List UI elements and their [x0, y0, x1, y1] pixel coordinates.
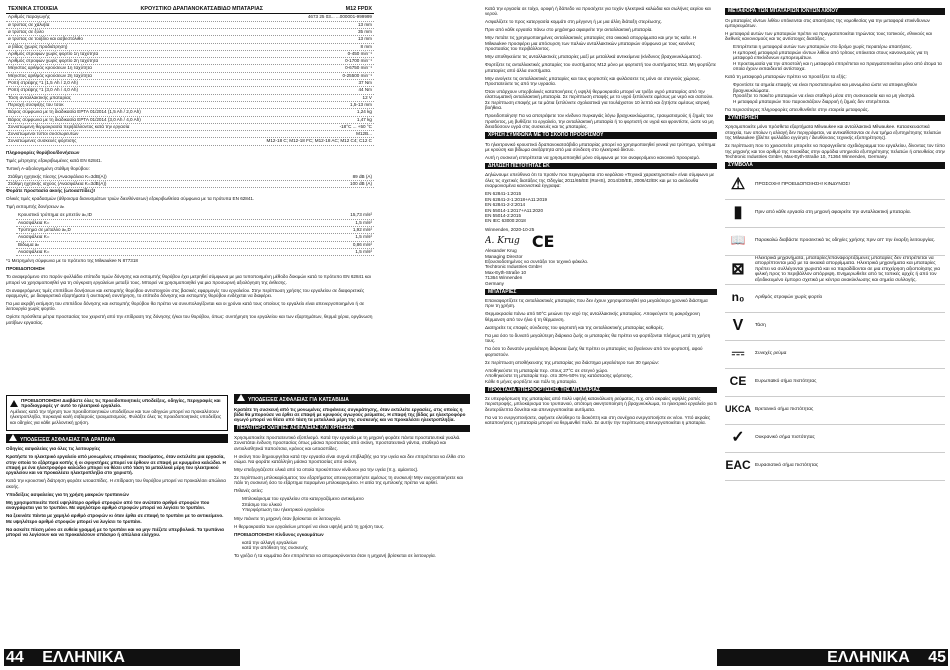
noise-title: Πληροφορίες θορύβου/δονήσεων — [6, 149, 80, 155]
vibration-row-value: 1,92 m/s² — [352, 226, 372, 232]
spec-row-label: Μέγιστος αριθμός κρούσεων 1η ταχύτητα — [8, 65, 92, 71]
symbol-description: Τάση — [755, 323, 766, 329]
standard-item: EN 62841-2-1:2018+A11:2019 — [485, 196, 548, 202]
symbol-description: Πριν από κάθε εργασία στη μηχανή αφαιρείτε την ανταλλακτική μπαταρία. — [755, 210, 911, 216]
symbol-description: ΠΡΟΣΟΧΗ! ΠΡΟΕΙΔΟΠΟΙΗΣΗ! ΚΙΝΔΥΝΟΣ! — [755, 182, 850, 188]
battery-header — [485, 289, 717, 296]
mid-paragraph: Ασφαλίζετε το προς κατεργασία κομμάτι στη μέγγενη ή με μια άλλη διάταξη στερέωσης. — [485, 19, 663, 25]
transport-paragraph: Η μεταφορά αυτών των μπαταριών πρέπει να πραγματοποιείται τηρώντας τους τοπικούς, εθνικούς και διεθνείς κανονισμούς και τις αντίστοιχες διατάξεις. — [725, 30, 932, 42]
other-paragraph: Χρησιμοποιείτε προστατευτικό εξοπλισμό. Κατά την εργασία με τη μηχανή φοράτε πάντα προστατευτικά γυαλιά. Συνιστάται ένδυση προστασίας όπως μάσκα προστασίας από σκόνη, προστατευτικά γάντια, σταθερά και αντιολισθητικά παπούτσια, κράνος και ωτοασπίδες. — [234, 434, 461, 451]
drill-subtitle: Οδηγίες ασφαλείας για όλες τις λειτουργίες — [6, 446, 101, 452]
spec-row-value: 13 mm — [357, 36, 372, 42]
noise-intro2: Τυπική Α-αξιολογημένη στάθμη θορύβου: — [6, 165, 90, 171]
ce-mark-icon: CE — [531, 231, 555, 251]
noise-row — [6, 181, 374, 188]
specs-subtitle: ΚΡΟΥΣΤΙΚΟ ΔΡΑΠΑΝΟΚΑΤΣΑΒΙΔΟ ΜΠΑΤΑΡΙΑΣ — [140, 6, 264, 12]
spec-row — [6, 138, 374, 145]
company-line: 71364 Winnenden — [485, 275, 523, 281]
symbol-row — [725, 341, 945, 369]
warning-triangle-icon: ⚠ — [730, 176, 746, 194]
read-manual-icon: 📖 — [730, 233, 746, 248]
battery-paragraph: Για μια όσο το δυνατό μεγαλύτερη διάρκεια ζωής οι μπαταρίες θα πρέπει να φορτίζονται πλήρως μετά τη χρήση τους. — [485, 332, 711, 344]
spec-row-value: 0-6750 min⁻¹ — [345, 65, 372, 71]
vibration-table — [6, 212, 374, 256]
symbol-description: Ηλεκτρικά μηχανήματα, μπαταρίες/επαναφορτιζόμενες μπαταρίες δεν επιτρέπεται να απορρίπτονται μαζί με τα οικιακά απορρίμματα. Ηλεκτρικά μηχανήματα και μπαταρίες πρέπει να συλλέγονται χωριστά και να παραδίδονται σε μια επιχείρηση αξιοποίησης για φιλική προς το περιβάλλον απόρριψη. Ενημερωθείτε από τις τοπικές αρχές ή από τον εξειδικευμένο έμπορο σχετικά με κέντρα ανακύκλωσης και σημεία συλλογής. — [755, 255, 941, 283]
spec-row — [6, 36, 374, 43]
spec-row-value: 0-25500 min⁻¹ — [342, 72, 372, 78]
battery-paragraph: Αποθηκεύστε τη μπαταρία περ. στο 30%-50% της κατάστασης φόρτισης. — [485, 373, 633, 379]
list-item: • Η εμπορική μεταφορά μπαταριών ιόντων λιθίου από τρίτους υπόκειται στους κανονισμούς για τη μεταφορά επικίνδυνων εμπορευμάτων. — [733, 50, 945, 61]
battery-paragraph: Σε περίπτωση αποθήκευσης της μπαταρίας για διάστημα μεγαλύτερο των 30 ημερών: — [485, 359, 660, 365]
standard-item: EN 55014-1:2017+A11:2020 — [485, 207, 544, 213]
spec-row-value: 1,24 kg — [356, 109, 372, 115]
spec-row-value: 12 V — [362, 94, 372, 100]
transport-paragraph: Οι μπαταρίες ιόντων λιθίου υπόκεινται στις απαιτήσεις της νομοθεσίας για την μεταφορά επικίνδυνων εμπορευμάτων. — [725, 17, 930, 28]
screwdriver-safety-title: ΥΠΟΔΕΙΞΕΙΣ ΑΣΦΑΛΕΙΑΣ ΓΙΑ ΚΑΤΣΑΒΙΔΙΑ — [248, 397, 349, 403]
battery-paragraph: Θερμοκρασία πάνω από 50°C μειώνει την ισχύ της ανταλλακτικής μπαταρίας. Αποφεύγετε τη μακρόχρονη θέρμανση από τον ήλιο ή τη θέρμανση. — [485, 311, 700, 322]
vibration-intro2: Τιμή εκπομπής δονήσεων aₕ — [6, 204, 65, 210]
spec-row-value: 0-450 min⁻¹ — [347, 50, 372, 56]
screwdriver-safety-header — [234, 394, 470, 404]
footer-left — [4, 649, 240, 666]
warning-title: ΠΡΟΕΙΔΟΠΟΙΗΣΗ — [6, 266, 45, 272]
vibration-row-label: Τρύπημα σε μέταλλο aₕ,D — [18, 226, 71, 232]
other-paragraph: Η θερμοκρασία των εργαλείων μπορεί να είναι υψηλή μετά τη χρήση τους. — [234, 523, 385, 529]
symbol-row — [725, 228, 945, 256]
vibration-row-label: Βίδωμα aₕ — [18, 241, 40, 247]
vibration-row-label: Κρουστικό τρύπημα σε μπετόν aₕ,ID — [18, 212, 92, 218]
symbol-description: Αριθμός στροφών χωρίς φορτίο — [755, 295, 823, 301]
symbol-row — [725, 397, 945, 425]
list-item: • Σπάσιμο του υλικού — [242, 502, 470, 507]
list-item: • Υπερφόρτωση του ηλεκτρικού εργαλείου — [242, 507, 470, 512]
spec-row-label: Αριθμός παραγωγής — [8, 14, 50, 20]
spec-row — [6, 22, 374, 29]
language-label: ΕΛΛΗΝΙΚΑ — [42, 649, 125, 666]
mid-paragraph: Προειδοποίηση! Για να αποτρέψετε τον κίνδυνο πυρκαγιάς λόγω βραχυκυκλώματος, τραυματισμούς ή ζημιές του προϊόντος, μη βυθίζετε το εργαλείο, την ανταλλακτική μπαταρία ή το φορτιστή σε υγρά και φροντίστε, ώστε να μη διεισδύσουν υγρά στις συσκευές και τις μπαταρίες. — [485, 113, 714, 130]
spec-row-label: Μέγιστος αριθμός κρούσεων 2η ταχύτητα — [8, 72, 92, 78]
standard-item: EN 55014-2:2015 — [485, 212, 522, 218]
list-item: • Η προετοιμασία για την αποστολή και η μεταφορά επιτρέπεται να πραγματοποιείται μόνο από άτομα τα οποία έχουν εκπαιδευτεί αντίστοιχα. — [733, 61, 945, 72]
symbols-list — [725, 172, 945, 481]
vibration-intro: Ολικές τιμές κραδασμών (άθροισμα διανυσμάτων τριών διευθύνσεων) εξακριβωθείσα σύμφωνα με τα πρότυπα EN 62841. — [6, 196, 255, 202]
rpm-icon: n₀ — [731, 290, 745, 305]
drill-paragraph: Μη χρησιμοποιείτε ποτέ υψηλότερο αριθμό στροφών από τον ανώτατο αριθμό στροφών που αναγράφεται για το τρυπάνι. Με υψηλότερο αριθμό στροφών μπορεί να λυγίσει το τρυπάνι. — [6, 499, 210, 511]
standard-item: EN 62841-1:2015 — [485, 191, 522, 197]
list-item: • Η μεταφορά μπαταριών που παρουσιάζουν διαρροή ή ζημιές δεν επιτρέπεται. — [733, 99, 945, 104]
vibration-row — [16, 220, 374, 227]
vibration-row-label: Ανασφάλεια K= — [18, 234, 50, 240]
spec-row — [6, 109, 374, 116]
specs-model: M12 FPDX — [345, 6, 372, 12]
spec-row-label: Ροπή στρέψης *1 (3,0 Ah / 4,0 Ah) — [8, 87, 79, 93]
symbol-description: Ευρωπαϊκό σήμα πιστότητας — [755, 379, 817, 385]
vibration-row-value: 1,5 m/s² — [355, 219, 372, 225]
spec-row-label: Συνιστώμενοι τύποι συσσωρευτών — [8, 131, 79, 137]
symbol-row — [725, 453, 945, 481]
noise-intro: Τιμές μέτρησης εξακριβωμένες κατά EN 62841. — [6, 157, 103, 163]
symbols-header — [725, 162, 945, 169]
specs-table — [6, 14, 374, 145]
mid-paragraph: Κατά την εργασία σε τοίχο, οροφή ή δάπεδο να προσέχετε για τυχόν ηλεκτρικά καλώδια και σωλήνες αερίου και νερού. — [485, 6, 711, 17]
spec-row — [6, 65, 374, 72]
symbol-row — [725, 313, 945, 341]
spec-row-label: ø τρύπας σε ξύλο — [8, 29, 44, 34]
transport-paragraph: Για περισσότερες πληροφορίες απευθυνθείτε στην εταιρεία μεταφοράς. — [725, 106, 869, 112]
eac-mark-icon: EAC — [725, 458, 751, 473]
general-warning-title: ΠΡΟΕΙΔΟΠΟΙΗΣΗ! Διαβάστε όλες τις προειδοποιητικές υποδείξεις, οδηγίες, περιγραφές και προδιαγραφές γι' αυτό το ηλεκτρικό εργαλείο. — [21, 398, 221, 409]
spec-row-value: 0-1700 min⁻¹ — [345, 58, 372, 64]
company-line: Techtronic Industries GmbH — [485, 264, 542, 270]
list-item: • κατά την αλλαγή εργαλείων — [242, 540, 470, 545]
symbol-row — [725, 369, 945, 397]
footer-right — [717, 649, 948, 666]
battery-paragraph: Επαναφορτίζετε τις ανταλλακτικές μπαταρίες που δεν έχουν χρησιμοποιηθεί για μεγαλύτερο χρονικό διάστημα πριν τη χρήση. — [485, 298, 708, 309]
maintenance-header — [725, 115, 945, 122]
transport-list — [725, 44, 945, 71]
spec-row-label: ø τρύπας σε χάλυβα — [8, 21, 50, 27]
symbol-row — [725, 425, 945, 453]
vibration-row-value: 0,86 m/s² — [352, 241, 372, 247]
spec-row-value: 37 Nm — [358, 80, 372, 86]
other-paragraph: Πιθανές αιτίες: — [234, 488, 264, 494]
disposal-bin-icon: ⊠ — [731, 260, 745, 278]
other-paragraph: Μην πιάνετε τη μηχανή όταν βρίσκεται σε λειτουργία. — [234, 515, 342, 521]
transport-list — [725, 82, 945, 104]
burn-list — [234, 540, 470, 551]
spec-row-value: 8 mm — [360, 43, 372, 49]
spec-row-label: Τάση ανταλλακτικής μπαταρίας — [8, 94, 71, 100]
overload-paragraph: Για να το ενεργοποιήσετε, αφήνετε ελεύθερο το διακόπτη και στη συνέχεια ενεργοποιήστε εκ νέου. Υπό ακραίες καταπονήσεις η μπαταρία μπορεί να θερμανθεί πολύ. Σε αυτήν την περίπτωση απενεργοποιείται η μπαταρία. — [485, 414, 711, 426]
vibration-row-value: 1,5 m/s² — [355, 234, 372, 240]
transport-header — [725, 8, 945, 15]
warning-triangle-icon — [9, 434, 17, 441]
warning-paragraph: Οι αναφερόμενες τιμές επιπέδων δονήσεων και εκπομπής θορύβου αντιστοιχούν στις βασικές εφαρμογές του εργαλείου. Στην περίπτωση χρήσης του εργαλείου σε διαφορετικές εφαρμογές, με διαφορετικά εξαρτήματα ή ανεπαρκή συντήρηση, το επίπεδο δόνησης και εκπομπής θορύβου ενδέχεται να διαφέρει. — [6, 287, 365, 298]
other-paragraph: Η σκόνη που δημιουργείται κατά την εργασία είναι συχνά επιβλαβής για την υγεία και δεν επιτρέπεται να έλθει στο σώμα. Να φοράτε κατάλληλη μάσκα προστασίας από σκόνη. — [234, 453, 465, 465]
symbol-description: Συνεχές ρεύμα — [755, 351, 787, 357]
spec-row-label: Συνιστώμενες συσκευές φόρτισης — [8, 138, 77, 144]
standard-item: EN 62841-2-2:2014 — [485, 202, 526, 208]
spec-row-label: Αριθμός στροφών χωρίς φορτίο 1η ταχύτητα — [8, 50, 99, 56]
language-label: ΕΛΛΗΝΙΚΑ — [827, 649, 910, 666]
right-page — [475, 0, 950, 670]
ukrainian-mark-icon: ✓ — [731, 429, 745, 447]
general-warning-box — [6, 395, 228, 431]
mid-paragraph: Μην πετάτε τις χρησιμοποιημένες ανταλλακτικές μπαταρίες στα οικιακά απορρίμματα και μην τις καίτε. Η Milwaukee προσφέρει μια απόσυρση των παλιών ανταλλακτικών μπαταριών σύμφωνα με τους κανόνες προστασίας του περιβάλλοντος. — [485, 35, 697, 52]
warning-triangle-icon — [10, 400, 18, 407]
drill-paragraph: Να ασκείτε πίεση μόνο σε ευθεία γραμμή με το τρυπάνι και να μην πιέζετε υπερβολικά. Τα τρυπάνια μπορεί να λυγίσουν και να προκαλέσουν σπάσιμο ή απώλεια ελέγχου. — [6, 526, 224, 537]
intended-use-header — [485, 132, 717, 139]
standard-item: EN IEC 63000:2018 — [485, 218, 526, 224]
battery-paragraph: Για όσο το δυνατόν μεγαλύτερη διάρκεια ζωής θα πρέπει οι μπαταρίες να βγαίνουν από τον φορτιστή, αφού φορτιστούν. — [485, 346, 703, 357]
list-item: • Επιτρέπεται η μεταφορά αυτών των μπαταριών στο δρόμο χωρίς περαιτέρω απαιτήσεις. — [733, 44, 945, 49]
vibration-row — [16, 227, 374, 234]
warning-paragraph: Για μια ακριβή εκτίμηση του επιπέδου δόνησης και εκπομπής θορύβου θα πρέπει να συνυπολογίζονται και οι χρόνοι κατά τους οποίους το εργαλείο είναι απενεργοποιημένο ή σε λειτουργία χωρίς φορτίο. — [6, 300, 365, 312]
overload-paragraph: Σε υπερφόρτωση της μπαταρίας από πολύ υψηλή κατανάλωση ρεύματος, π.χ. από ακραίες υψηλές ροπές περιστροφής, μπλοκάρισμα του τρυπανιού, απότομη ακινητοποίηση ή βραχυκύκλωμα, το ηλεκτρικό εργαλείο για 5 δευτερόλεπτα δονείται και απενεργοποιείται αυτόματα. — [485, 396, 717, 412]
maintenance-paragraph: Σε περίπτωση που το χρειαστείτε μπορείτε να παραγγείλετε σχεδιάγραμμα του εργαλείου, δίνοντας τον τύπο της μηχανής και τον αριθμό της πινακίδας στην αρμόδια υπηρεσία εξυπηρέτησης πελατών ή απευθείας στην Techtronic Industries GmbH, Max-Eyth-Straße 10, 71364 Winnenden, Germany. — [725, 143, 945, 160]
warning-triangle-icon — [237, 394, 245, 401]
other-paragraph: Τα γρέζια ή τα κομμάτια δεν επιτρέπεται να απομακρύνονται όταν η μηχανή βρίσκεται σε λειτουργία. — [234, 553, 436, 559]
noise-table — [6, 174, 374, 189]
company-line: Germany — [485, 280, 504, 286]
ear-protection-note: Φοράτε προστασία ακοής (ωτοασπίδες)! — [6, 188, 96, 194]
spec-row-label: Αριθμός στροφών χωρίς φορτίο 2η ταχύτητα — [8, 58, 99, 64]
noise-row-label: Στάθμη ηχητικής πίεσης (Ανασφάλεια K=3dB(A)) — [8, 173, 107, 179]
battery-paragraph: Αποθηκεύστε τη μπαταρία περ. στους 27°C σε στεγνό χώρο. — [485, 367, 609, 373]
vibration-row — [16, 249, 374, 256]
symbol-row — [725, 256, 945, 285]
intended-use-paragraph: Αυτή η συσκευή επιτρέπεται να χρησιμοποιηθεί μόνο σύμφωνα με τον αναφερόμενο κανονικό προορισμό. — [485, 154, 701, 160]
vibration-row — [16, 234, 374, 241]
spec-row-value: 1,5-13 mm — [350, 101, 372, 107]
specs-title: ΤΕΧΝΙΚΑ ΣΤΟΙΧΕΙΑ — [8, 6, 58, 12]
spec-row-label: ø τρύπας σε τούβλο και ασβεστόλιθο — [8, 36, 83, 42]
list-item: • Φροντίστε τα σημεία επαφής να είναι προστατευμένα και μονωμένα ώστε να αποφευχθούν βραχυκυκλώματα. — [733, 82, 945, 93]
warning-paragraph: Ορίστε πρόσθετα μέτρα προστασίας του χειριστή από την επίδραση της δόνησης ή/και του θορύβου, όπως: συντήρηση του εργαλείου και των εξαρτημάτων, θερμά χέρια, οργάνωση μοτίβων εργασίας. — [6, 314, 373, 325]
maintenance-title: ΣΥΝΤΗΡΗΣΗ — [728, 114, 759, 121]
causes-list — [234, 496, 470, 512]
declaration-header — [485, 163, 717, 170]
list-item: • Προσέξτε το πακέτο μπαταριών να είναι σταθερό μέσα στη συσκευασία και να μη γλιστρά. — [733, 93, 945, 98]
drill-paragraph: Κρατήστε το ηλεκτρικό εργαλείο από μονωμένες επιφάνειες πιασίματος, όταν εκτελείτε μια εργασία, στην οποία το εξάρτημα κοπής ή οι σφιγκτήρες μπορεί να έρθουν σε επαφή με κρυμμένα καλώδια. Η επαφή με ένα ηλεκτροφόρο καλώδιο μπορεί να θέσει υπό τάση τα μεταλλικά μέρη του ηλεκτρικού εργαλείου και να προκαλέσει ηλεκτροπληξία στο χειριστή. — [6, 454, 226, 476]
spec-row — [6, 95, 374, 102]
noise-row — [6, 174, 374, 181]
noise-row-value: 89 dB (A) — [352, 173, 372, 179]
standards-list — [485, 191, 717, 223]
overload-header — [485, 387, 717, 394]
overload-title: ΠΡΟΣΤΑΣΙΑ ΥΠΕΡΦΟΡΤΩΣΗΣ ΤΗΣ ΜΠΑΤΑΡΙΑΣ — [488, 386, 601, 393]
spec-row-label: Ροπή στρέψης *1 (1,5 Ah / 2,0 Ah) — [8, 80, 79, 86]
vibration-row — [16, 242, 374, 249]
list-item: • Μπλοκάρισμα του εργαλείου στο κατεργαζόμενο αντικείμενο — [242, 496, 470, 501]
declaration-title: ΔΗΛΩΣΗ ΠΙΣΤΟΤΗΤΑΣ ΕΚ — [488, 162, 550, 169]
drill-subtitle: Υποδείξεις ασφαλείας για τη χρήση μακριών τρυπανιών — [6, 491, 129, 497]
other-paragraph: Σε περίπτωση μπλοκαρίσματος του εξαρτήματος απενεργοποιήστε αμέσως τη συσκευή! Μην ενεργοποιήσετε και πάλι τη συσκευή όσο το εξάρτημα παραμένει μπλοκαρισμένο. Η αιτία της εμπλοκής πρέπει να αρθεί. — [234, 475, 463, 486]
mid-paragraph: Φορτίζετε τις ανταλλακτικές μπαταρίες του συστήματος M12 μόνο με φορτιστή του συστήματος M12. Μη φορτίζετε μπαταρίες από άλλα συστήματα. — [485, 62, 717, 73]
symbol-row — [725, 172, 945, 200]
spec-row-value: 1,47 kg — [356, 116, 372, 122]
spec-row-label: Περιοχή σύσφιξης του τσοκ — [8, 101, 64, 107]
symbol-description: Βρετανικό σήμα πιστότητας — [755, 407, 814, 413]
spec-row-value: 13 mm — [357, 21, 372, 27]
drill-safety-title: ΥΠΟΔΕΙΞΕΙΣ ΑΣΦΑΛΕΙΑΣ ΓΙΑ ΔΡΑΠΑΝΑ — [20, 436, 116, 443]
voltage-icon: V — [732, 317, 744, 335]
symbols-title: ΣΥΜΒΟΛΑ — [728, 162, 753, 169]
drill-paragraph: Να ξεκινάτε πάντα με χαμηλό αριθμό στροφών κι όταν έρθει σε επαφή το τρυπάνι με το αντικείμενο. Με υψηλότερο αριθμό στροφών μπορεί να λυγίσει το τρυπάνι. — [6, 513, 224, 524]
spec-row — [6, 44, 374, 51]
symbol-row — [725, 285, 945, 313]
signature-image: A. Krug — [485, 235, 520, 246]
mid-paragraph: Πριν από κάθε εργασία πάνω στο μηχάνημα αφαιρείτε την ανταλλακτική μπαταρία. — [485, 27, 653, 33]
intended-use-paragraph: Το ηλεκτρονικό κρουστικό δραπανοκατσάβιδο μπαταρίας μπορεί να χρησιμοποιηθεί γενικά για τρύπημα, τρύπημα με κρούση και βίδωμα ανεξάρτητα από μια σύνδεση στο ηλεκτρικό δίκτυο. — [485, 141, 716, 152]
specs-header — [6, 6, 374, 14]
drill-paragraph: Κατά την κρουστική διάτρηση φοράτε ωτοασπίδες. Η επίδραση του θορύβου μπορεί να προκαλέσει απώλεια ακοής. — [6, 478, 226, 489]
mid-paragraph: Μην αποθηκεύετε τις ανταλλακτικές μπαταρίες μαζί με μεταλλικά αντικείμενα (κίνδυνος βραχυκυκλώματος). — [485, 54, 702, 60]
general-warning-text: Αμέλειες κατά την τήρηση των προειδοποιητικών υποδείξεων και των οδηγιών μπορεί να προκαλέσουν ηλεκτροπληξία, πυρκαγιά και/ή σοβαρούς τραυματισμούς. Φυλάξτε όλες τις προειδοποιητικές υποδείξεις και οδηγίες για κάθε μελλοντική χρήση. — [10, 408, 222, 425]
ce-mark-icon: CE — [729, 374, 747, 389]
dc-icon: ⎓ — [731, 345, 745, 363]
ukca-mark-icon: UKCA — [725, 404, 751, 415]
spec-row-value: 35 mm — [357, 29, 372, 34]
burn-warning-title: ΠΡΟΕΙΔΟΠΟΙΗΣΗ! Κίνδυνος εγκαυμάτων — [234, 531, 324, 537]
noise-row-label: Στάθμη ηχητικής ισχύος (Ανασφάλεια K=3dB(A)) — [8, 181, 107, 187]
remove-battery-icon: ▮ — [733, 204, 743, 222]
place-date: Winnenden, 2020-10-25 — [485, 226, 535, 232]
vibration-row-value: 1,5 m/s² — [355, 248, 372, 254]
screwdriver-paragraph: Κρατάτε τη συσκευή από τις μονωμένες επιφάνειες συγκράτησης, όταν εκτελείτε εργασίες, στις οποίες η βίδα θα μπορούσε να έρθει σε επαφή με κρυφούς αγωγούς ρεύματος. Η επαφή της βίδας με ηλεκτροφόρο αγωγό μπορεί να θέσει υπό τάση τα μεταλλικά μέρη της συσκευής και να προκαλέσει ηλεκτροπληξία. — [234, 406, 466, 423]
battery-paragraph: Κάθε 6 μήνες φορτίζετε και πάλι τη μπαταρία. — [485, 378, 578, 384]
intended-use-title: ΧΡΗΣΗ ΣΥΜΦΩΝΑ ΜΕ ΤΟ ΣΚΟΠΟ ΠΡΟΟΡΙΣΜΟΥ — [488, 132, 604, 139]
page-number: 44 — [6, 649, 24, 666]
page-number: 45 — [928, 649, 946, 666]
spec-row-value: -18°C ... +50 °C — [339, 123, 372, 129]
right-column — [725, 6, 945, 646]
vibration-row-value: 15,73 m/s² — [350, 212, 372, 218]
spec-row-label: Βάρος σύμφωνα με τη διαδικασία EPTA 01/2014 (3,0 Ah / 4,0 Ah) — [8, 116, 141, 122]
spec-row-value: M12-18 C; M12-18 FC; M12-18 AC; M12 C4; C12 C — [266, 138, 372, 144]
declaration-paragraph: Δηλώνουμε υπεύθυνα ότι το προϊόν που περιγράφεται στο κεφάλαιο «Τεχνικά χαρακτηριστικά» είναι σύμφωνο με όλες τις σχετικές διατάξεις της Οδηγίας 2011/65/ΕΕ (RoHS), 2014/30/ΕΕ, 2006/42/ΕΚ και με τα ακόλουθα εναρμονισμένα κανονιστικά έγγραφα: — [485, 172, 715, 189]
drill-safety-header — [6, 434, 228, 444]
vibration-row-label: Ανασφάλεια K= — [18, 248, 50, 254]
symbol-row — [725, 200, 945, 228]
spec-row — [6, 117, 374, 124]
other-safety-header — [234, 425, 470, 432]
vibration-row-label: Ανασφάλεια K= — [18, 219, 50, 225]
battery-title: ΜΠΑΤΑΡΙΕΣ — [488, 288, 517, 295]
signatory-name: Alexander Krug — [485, 248, 517, 254]
battery-paragraph: Διατηρείτε τις επαφές σύνδεσης του φορτιστή και της ανταλλακτικής μπαταρίας καθαρές. — [485, 324, 665, 330]
left-bottom-right-column — [234, 392, 470, 647]
transport-paragraph: Κατά τη μεταφορά μπαταριών πρέπει να προσέξετε τα εξής: — [725, 74, 847, 80]
other-paragraph: Μην επεξεργάζεστε υλικά από τα οποία προκύπτουν κίνδυνοι για την υγεία (π.χ. αμίαντος). — [234, 467, 419, 473]
left-bottom-left-column — [6, 392, 228, 647]
spec-row-value: 44 Nm — [358, 87, 372, 93]
spec-row — [6, 73, 374, 80]
vibration-row — [16, 212, 374, 219]
middle-column — [485, 6, 717, 646]
torque-footnote: *1 Μετρημένη σύμφωνα με το πρότυπο της Milwaukee N 877318 — [6, 258, 138, 264]
symbol-description: Παρακαλώ διαβάστε προσεκτικά τις οδηγίες χρήσης πριν απ' την έναρξη λειτουργίας. — [755, 238, 936, 244]
mid-paragraph: Μην ανοίγετε τις ανταλλακτικές μπαταρίες και τους φορτιστές και φυλάσσετε τις μόνο σε στεγνούς χώρους. Προστατεύετε τις από την υγρασία. — [485, 75, 701, 87]
warning-paragraph: Το αναφερόμενο στο παρόν φυλλάδιο επίπεδο τιμών δόνησης και εκπομπής θορύβου έχει μετρηθεί σύμφωνα με μια τυποποιημένη μέθοδο δοκιμών κατά το πρότυπο EN 62841 και μπορεί να χρησιμοποιηθεί για τη σύγκριση εργαλείων μεταξύ τους. Μπορεί να χρησιμοποιηθεί για μια προσωρινή αξιολόγηση της έκθεσης. — [6, 274, 371, 285]
list-item: • κατά την απόθεση της συσκευής — [242, 545, 470, 550]
transport-title: ΜΕΤΑΦΟΡΑ ΤΩΝ ΜΠΑΤΑΡΙΩΝ ΙΟΝΤΩΝ ΛΙΘΙΟΥ — [728, 8, 839, 14]
symbol-description: Ουκρανικό σήμα πιστότητας — [755, 435, 815, 441]
left-column — [6, 6, 374, 328]
spec-row-value: M12B... — [356, 131, 372, 137]
authorization-text: Εξουσιοδοτημένος να συντάξει τον τεχνικό φάκελο. — [485, 258, 589, 264]
maintenance-paragraph: Χρησιμοποιείτε μόνο πρόσθετα εξαρτήματα Milwaukee και ανταλλακτικά Milwaukee. Κατασκευαστικά στοιχεία, των οποίων η αλλαγή δεν περιγράφεται, να αντικαθίστανται σε ένα τμήμα εξυπηρέτησης πελατών της Milwaukee (βλέπε φυλλάδιο εγγύηση / διευθύνσεις τεχνικής εξυπηρέτησης). — [725, 124, 942, 141]
spec-row — [6, 14, 374, 21]
mid-paragraph: Όταν υπάρχουν υπερβολικές καταπονήσεις ή υψηλή θερμοκρασία μπορεί να τρέξει υγρό μπαταρίας από την ελαττωματική ανταλλακτική μπαταρία. Σε περίπτωση επαφής με το υγρό ξεπλύνετε αμέσως με νερό και σαπούνι. Σε περίπτωση επαφής με τα μάτια ξεπλύνετε σχολαστικά για τουλάχιστον 10 λεπτά και ζητήστε αμέσως ιατρική βοήθεια. — [485, 89, 714, 111]
spec-row-label: Βάρος σύμφωνα με τη διαδικασία EPTA 01/2014 (1,5 Ah / 2,0 Ah) — [8, 109, 141, 115]
other-safety-title: ΠΕΡΑΙΤΕΡΩ ΟΔΗΓΙΕΣ ΑΣΦΑΛΕΙΑΣ ΚΑΙ ΧΡΗΣΕΩΣ — [237, 425, 354, 432]
spec-row — [6, 87, 374, 94]
spec-row-value: 4673 25 03... ...000001-999999 — [307, 14, 372, 20]
spec-row-label: Συνιστώμενη θερμοκρασία περιβάλλοντος κατά την εργασία — [8, 123, 130, 129]
spec-row-label: ø βίδας (χωρίς προδιάτρηση) — [8, 43, 68, 49]
signatory-role: Managing Director — [485, 253, 523, 259]
noise-row-value: 100 dB (A) — [350, 181, 372, 187]
symbol-description: Ευρασιατικό σήμα πιστότητας — [755, 463, 819, 469]
company-line: Max-Eyth-Straße 10 — [485, 269, 527, 275]
